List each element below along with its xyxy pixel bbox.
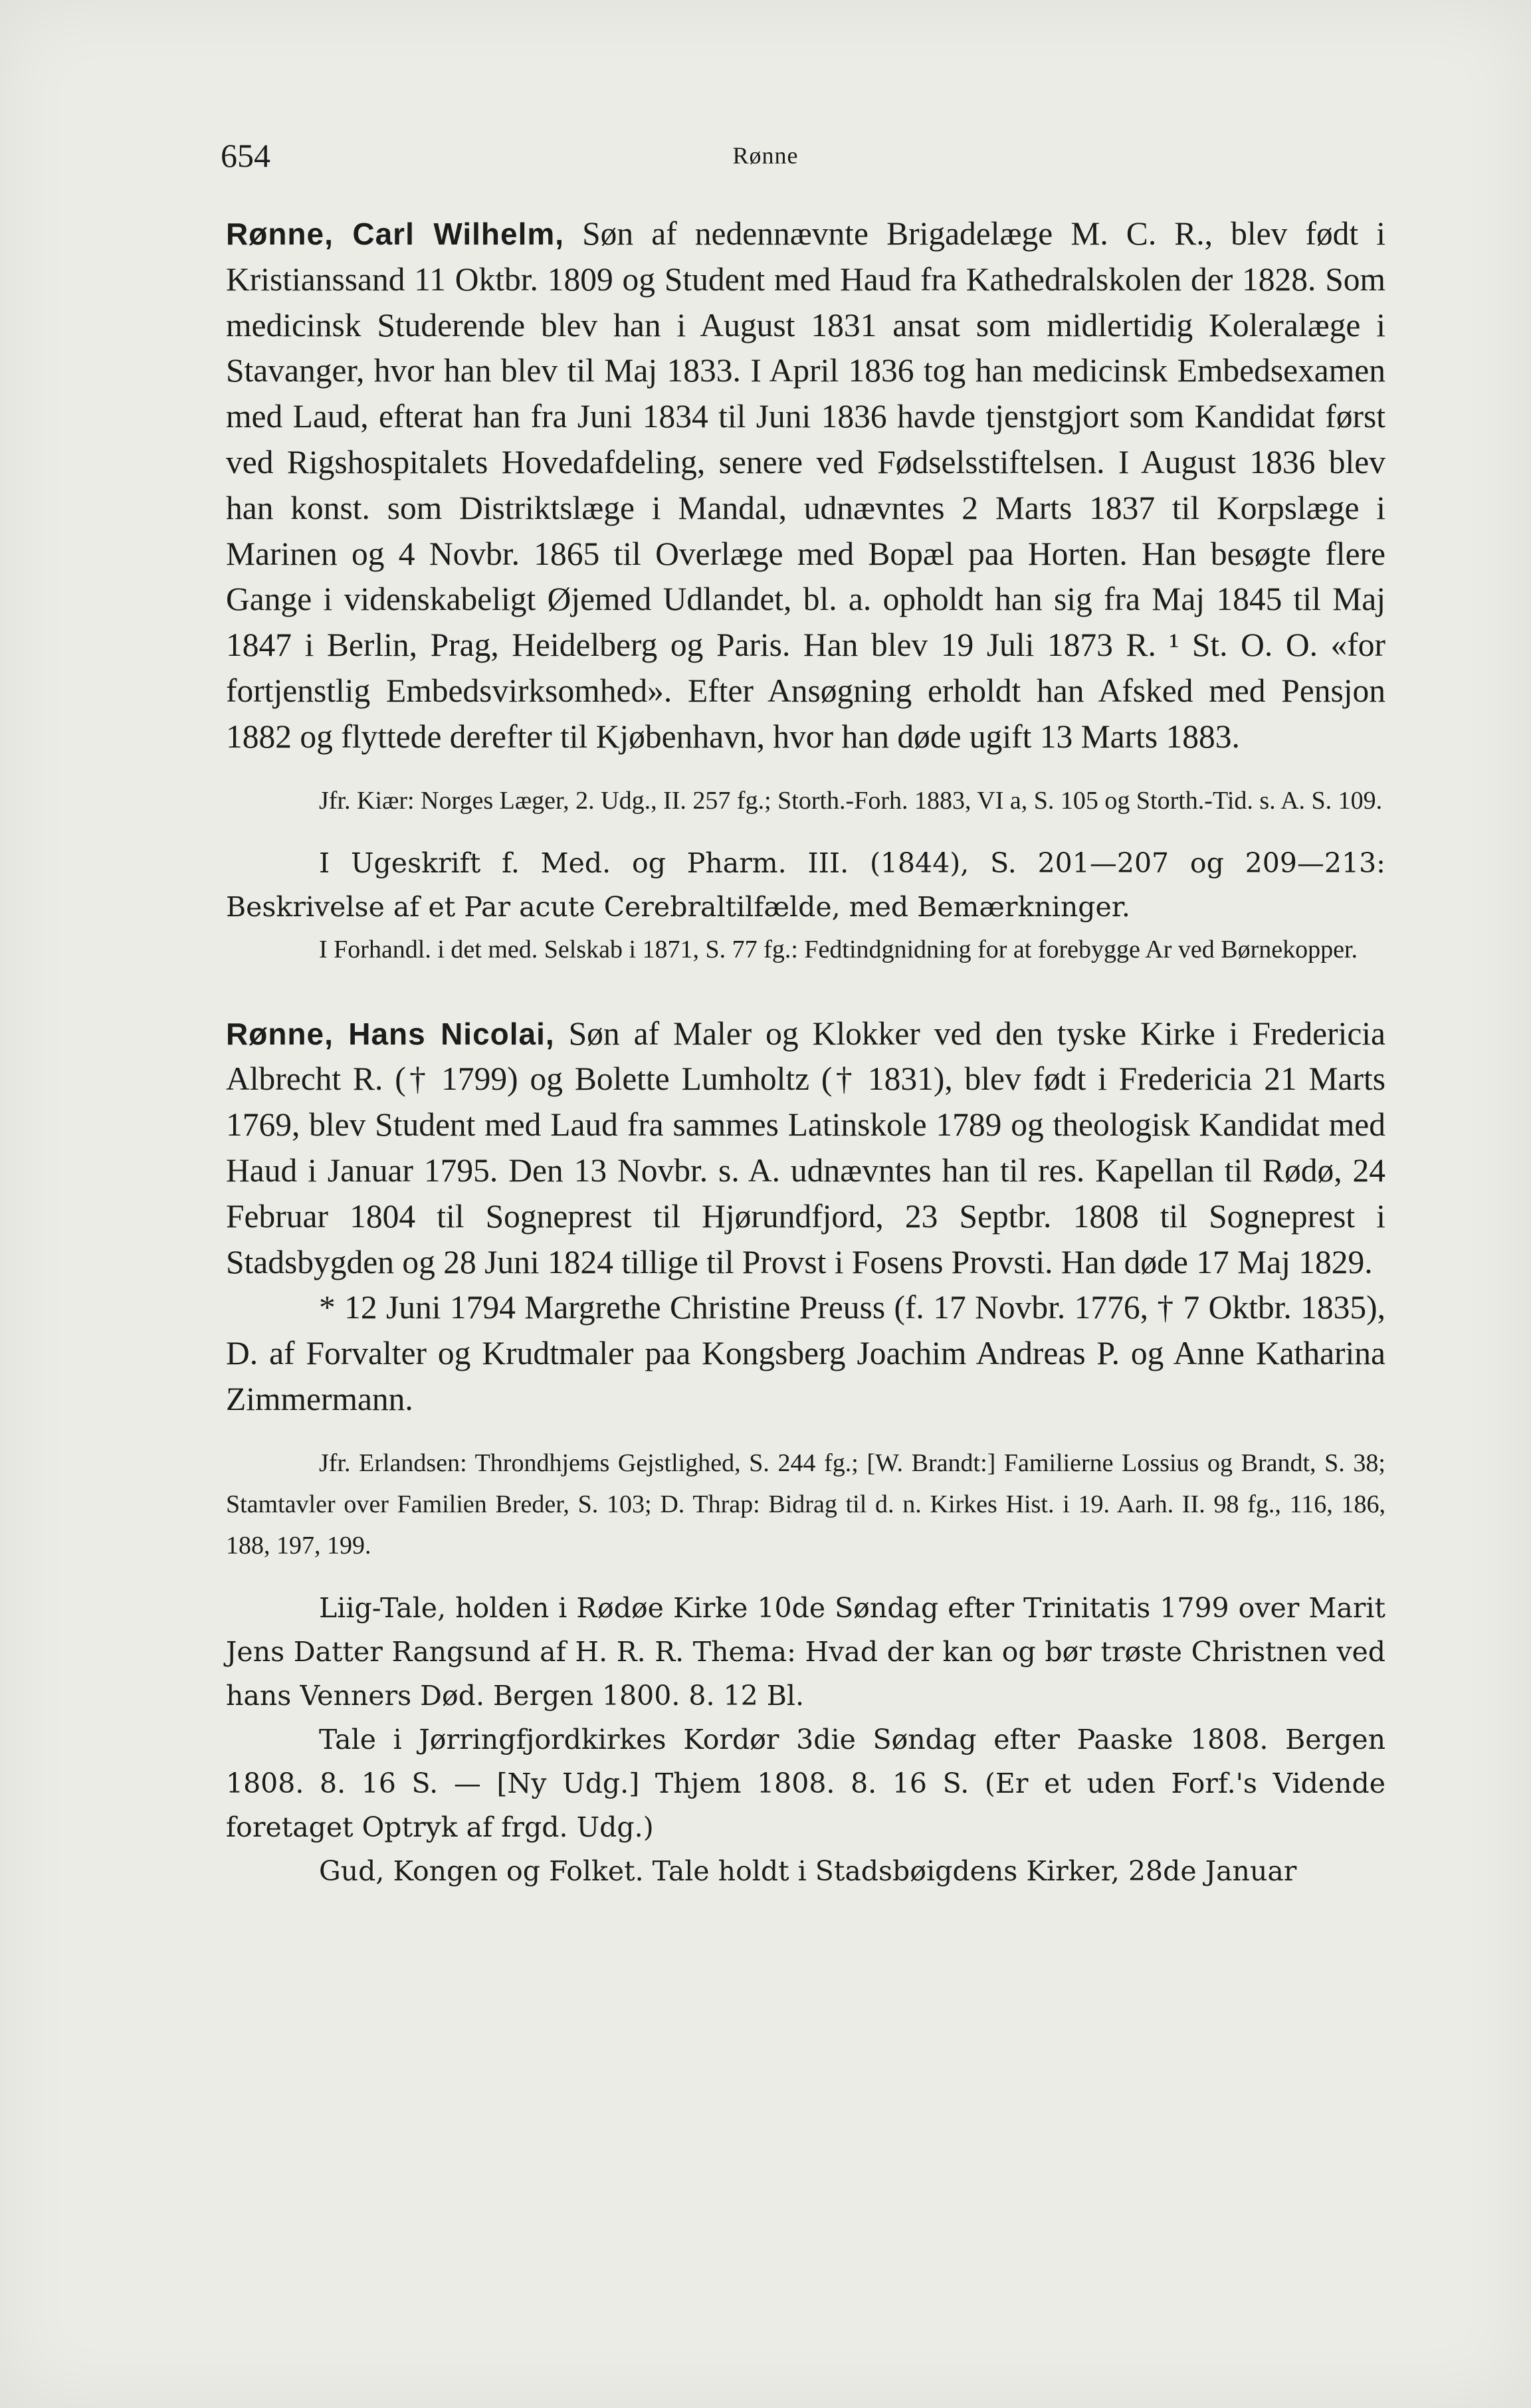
page-body — [226, 211, 1385, 1893]
entry-2-work-2: Tale i Jørringfjordkirkes Kordør 3die Søndag efter Paaske 1808. Bergen 1808. 8. 16 S. — [Ny Udg.] Thjem 1808. 8. 16 S. (Er et uden Forf.'s Vidende foretaget Optryk af frgd. Udg.) — [226, 1723, 1385, 1843]
page-header — [0, 136, 1531, 176]
entry-2-name: Rønne, Hans Nicolai, — [226, 1016, 555, 1051]
entry-2-references: Jfr. Erlandsen: Throndhjems Gejstlighed, S. 244 fg.; [W. Brandt:] Familierne Lossius og Brandt, S. 38; Stamtavler over Familien Breder, S. 103; D. Thrap: Bidrag til d. n. Kirkes Hist. i 19. Aarh. II. 98 fg., 116, 186, 188, 197, 199. — [226, 1449, 1385, 1559]
entry-2-work-3: Gud, Kongen og Folket. Tale holdt i Stadsbøigdens Kirker, 28de Januar — [319, 1855, 1297, 1887]
entry-2-work-1: Liig-Tale, holden i Rødøe Kirke 10de Søndag efter Trinitatis 1799 over Marit Jens Datter Rangsund af H. R. R. Thema: Hvad der kan og bør trøste Christnen ved hans Venners Død. Bergen 1800. 8. 12 Bl. — [226, 1591, 1385, 1712]
entry-2-text: Søn af Maler og Klokker ved den tyske Kirke i Fredericia Albrecht R. († 1799) og Bolette Lumholtz († 1831), blev født i Fredericia 21 Marts 1769, blev Student med Laud fra sammes Latinskole 1789 og theologisk Kandidat med Haud i Januar 1795. Den 13 Novbr. s. A. udnævntes han til res. Kapellan til Rødø, 24 Februar 1804 til Sogneprest til Hjørundfjord, 23 Septbr. 1808 til Sogneprest i Stadsbygden og 28 Juni 1824 tillige til Provst i Fosens Provsti. Han døde 17 Maj 1829. — [226, 1015, 1386, 1280]
entry-1-references: Jfr. Kiær: Norges Læger, 2. Udg., II. 257 fg.; Storth.-Forh. 1883, VI a, S. 105 og Storth.-Tid. s. A. S. 109. — [319, 786, 1383, 815]
entry-1-work-1: I Ugeskrift f. Med. og Pharm. III. (1844), S. 201—207 og 209—213: Beskrivelse af et Par acute Cerebraltilfælde, med Bemærkninger. — [226, 847, 1385, 923]
entry-1-work-2: I Forhandl. i det med. Selskab i 1871, S. 77 fg.: Fedtindgnidning for at forebygge Ar ved Børnekopper. — [319, 935, 1358, 963]
page-number: 654 — [221, 137, 270, 174]
entry-2-marriage: * 12 Juni 1794 Margrethe Christine Preuss (f. 17 Novbr. 1776, † 7 Oktbr. 1835), D. af Forvalter og Krudtmaler paa Kongsberg Joachim Andreas P. og Anne Katharina Zimmermann. — [226, 1289, 1385, 1417]
entry-1-name: Rønne, Carl Wilhelm, — [226, 217, 565, 251]
entry-1-paragraph — [226, 211, 1385, 760]
entry-1-text: Søn af nedennævnte Brigadelæge M. C. R., blev født i Kristianssand 11 Oktbr. 1809 og Student med Haud fra Kathedralskolen der 1828. Som medicinsk Studerende blev han i August 1831 ansat som midlertidig Koleralæge i Stavanger, hvor han blev til Maj 1833. I April 1836 tog han medicinsk Embedsexamen med Laud, efterat han fra Juni 1834 til Juni 1836 havde tjenstgjort som Kandidat først ved Rigshospitalets Hovedafdeling, senere ved Fødselsstiftelsen. I August 1836 blev han konst. som Distriktslæge i Mandal, udnævntes 2 Marts 1837 til Korpslæge i Marinen og 4 Novbr. 1865 til Overlæge med Bopæl paa Horten. Han besøgte flere Gange i videnskabeligt Øjemed Udlandet, bl. a. opholdt han sig fra Maj 1845 til Maj 1847 i Berlin, Prag, Heidelberg og Paris. Han blev 19 Juli 1873 R. ¹ St. O. O. «for fortjenstlig Embedsvirksomhed». Efter Ansøgning erholdt han Afsked med Pensjon 1882 og flyttede derefter til Kjøbenhavn, hvor han døde ugift 13 Marts 1883. — [226, 215, 1386, 755]
running-head: Rønne — [732, 142, 799, 169]
entry-2-paragraph — [226, 1011, 1385, 1286]
